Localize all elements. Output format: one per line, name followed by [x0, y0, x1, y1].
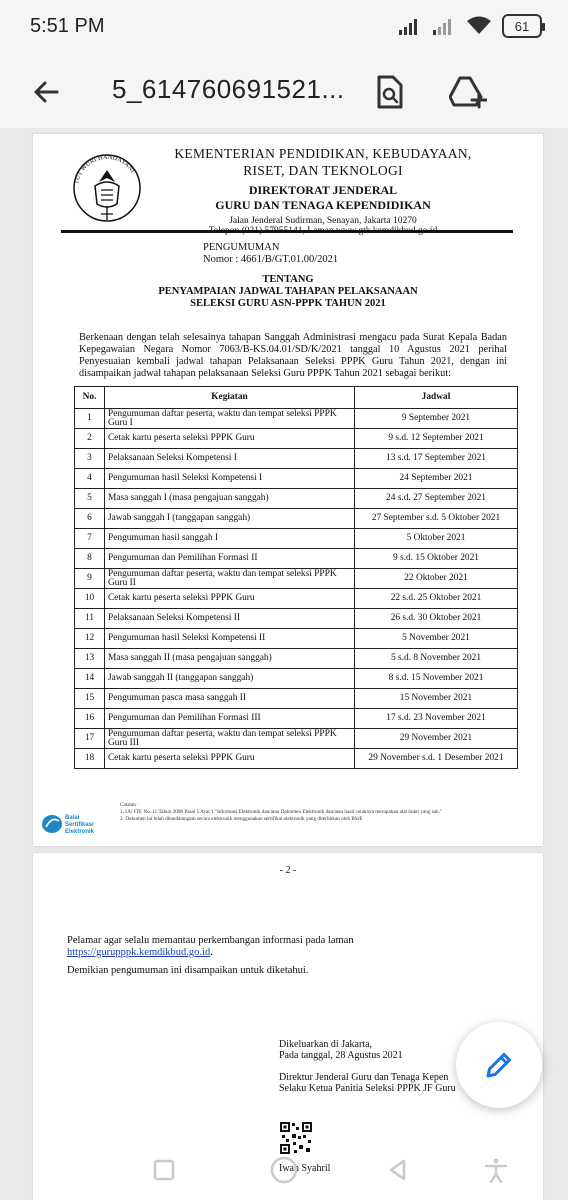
accessibility-icon [483, 1157, 509, 1183]
row-schedule: 9 s.d. 15 Oktober 2021 [355, 549, 518, 569]
table-row [75, 649, 518, 669]
tut-wuri-handayani-logo [61, 148, 153, 240]
header-activity: Kegiatan [105, 387, 355, 409]
directorate-name-cont: GURU DAN TENAGA KEPENDIDIKAN [215, 198, 431, 212]
issued-place: Dikeluarkan di Jakarta, [279, 1039, 373, 1050]
row-activity: Pengumuman daftar peserta, waktu dan tempat seleksi PPPK Guru II [105, 569, 355, 589]
row-number: 5 [75, 489, 105, 509]
row-schedule: 26 s.d. 30 Oktober 2021 [355, 609, 518, 629]
row-schedule: 9 s.d. 12 September 2021 [355, 429, 518, 449]
signal-icon [432, 16, 456, 36]
announcement-heading [203, 242, 338, 266]
add-to-drive-icon [449, 75, 487, 109]
letterhead [153, 146, 493, 236]
row-schedule: 9 September 2021 [355, 409, 518, 429]
topic-line-2: PENYAMPAIAN JADWAL TAHAPAN PELAKSANAAN [158, 286, 418, 297]
edit-fab[interactable] [456, 1022, 542, 1108]
row-number: 1 [75, 409, 105, 429]
row-number: 8 [75, 549, 105, 569]
bsre-line2: Sertifikasi [65, 822, 94, 828]
table-row [75, 429, 518, 449]
table-row [75, 529, 518, 549]
row-activity: Masa sanggah II (masa pengajuan sanggah) [105, 649, 355, 669]
ministry-name: KEMENTERIAN PENDIDIKAN, KEBUDAYAAN, [174, 146, 472, 161]
directorate-name: DIREKTORAT JENDERAL [248, 183, 398, 197]
search-in-document-icon [375, 75, 405, 109]
row-number: 7 [75, 529, 105, 549]
document-viewport[interactable] [0, 128, 568, 1200]
row-number: 11 [75, 609, 105, 629]
row-schedule: 15 November 2021 [355, 689, 518, 709]
row-schedule: 24 s.d. 27 September 2021 [355, 489, 518, 509]
table-row [75, 489, 518, 509]
signal-icon [398, 16, 422, 36]
topic-line-1: TENTANG [262, 274, 314, 285]
ministry-name-cont: RISET, DAN TEKNOLOGI [243, 163, 403, 178]
system-nav-bar [0, 1140, 568, 1200]
bsre-line3: Elektronik [65, 829, 95, 835]
row-activity: Pengumuman dan Pemilihan Formasi III [105, 709, 355, 729]
topic-line-3: SELEKSI GURU ASN-PPPK TAHUN 2021 [190, 298, 386, 309]
row-schedule: 5 Oktober 2021 [355, 529, 518, 549]
back-button[interactable] [24, 70, 68, 114]
row-activity: Pelaksanaan Seleksi Kompetensi II [105, 609, 355, 629]
table-row [75, 689, 518, 709]
row-number: 14 [75, 669, 105, 689]
row-number: 18 [75, 749, 105, 769]
back-icon [386, 1158, 410, 1182]
table-row [75, 409, 518, 429]
find-in-document-button[interactable] [368, 70, 412, 114]
note-title: Catatan : [120, 802, 139, 808]
row-activity: Pengumuman hasil Seleksi Kompetensi II [105, 629, 355, 649]
letterhead-address: Jalan Jenderal Sudirman, Senayan, Jakarta 10270 [229, 216, 417, 226]
row-activity: Pengumuman hasil Seleksi Kompetensi I [105, 469, 355, 489]
row-activity: Pengumuman dan Pemilihan Formasi II [105, 549, 355, 569]
row-activity: Pengumuman hasil sanggah I [105, 529, 355, 549]
announcement-number: Nomor : 4661/B/GT.01.00/2021 [203, 254, 339, 265]
row-schedule: 5 November 2021 [355, 629, 518, 649]
link-suffix: . [210, 947, 213, 958]
row-activity: Pengumuman daftar peserta, waktu dan tempat seleksi PPPK Guru I [105, 409, 355, 429]
row-activity: Pengumuman daftar peserta, waktu dan tempat seleksi PPPK Guru III [105, 729, 355, 749]
gurupppk-link[interactable]: https://gurupppk.kemdikbud.go.id [67, 947, 211, 958]
row-number: 15 [75, 689, 105, 709]
row-number: 17 [75, 729, 105, 749]
edit-pencil-icon [484, 1050, 514, 1080]
row-schedule: 13 s.d. 17 September 2021 [355, 449, 518, 469]
bsre-line1: Balai [65, 815, 80, 821]
row-number: 3 [75, 449, 105, 469]
row-activity: Pelaksanaan Seleksi Kompetensi I [105, 449, 355, 469]
row-schedule: 29 November 2021 [355, 729, 518, 749]
monitoring-paragraph [67, 935, 507, 959]
row-schedule: 17 s.d. 23 November 2021 [355, 709, 518, 729]
schedule-table-body [75, 409, 518, 769]
logo-lettering: TUT WURI HANDAYANI [73, 153, 136, 185]
row-number: 13 [75, 649, 105, 669]
intro-paragraph: Berkenaan dengan telah selesainya tahapan Sanggah Administrasi mengacu pada Surat Kepala Badan Kepegawaian Negara Nomor 7063/B-KS.04.01/SD/K/2021 tanggal 10 Agustus 2021 perihal Penyesuaian kembali jadwal tahapan Pelaksanaan Seleksi PPPK Guru Tahun 2021, dengan ini disampaikan jadwal tahapan pelaksanaan Seleksi Guru PPPK Tahun 2021 sebagai berikut: [79, 332, 507, 379]
letterhead-divider [61, 230, 513, 233]
recent-apps-button[interactable] [144, 1152, 184, 1188]
row-number: 4 [75, 469, 105, 489]
row-schedule: 24 September 2021 [355, 469, 518, 489]
row-activity: Masa sanggah I (masa pengajuan sanggah) [105, 489, 355, 509]
accessibility-button[interactable] [476, 1152, 516, 1188]
row-activity: Cetak kartu peserta seleksi PPPK Guru [105, 749, 355, 769]
svg-text:TUT WURI HANDAYANI [73, 154, 136, 185]
bsre-logo [41, 810, 111, 836]
schedule-table [74, 386, 518, 769]
row-activity: Pengumuman pasca masa sanggah II [105, 689, 355, 709]
status-bar [0, 0, 568, 56]
table-row [75, 729, 518, 749]
table-row [75, 749, 518, 769]
row-activity: Jawab sanggah II (tanggapan sanggah) [105, 669, 355, 689]
row-schedule: 29 November s.d. 1 Desember 2021 [355, 749, 518, 769]
table-row [75, 629, 518, 649]
table-row [75, 549, 518, 569]
row-schedule: 22 s.d. 25 Oktober 2021 [355, 589, 518, 609]
app-toolbar [0, 56, 568, 128]
row-number: 12 [75, 629, 105, 649]
announcement-topic [33, 274, 543, 310]
row-schedule: 27 September s.d. 5 Oktober 2021 [355, 509, 518, 529]
back-arrow-icon [31, 77, 61, 107]
status-time: 5:51 PM [30, 15, 105, 37]
document-title: 5_614760691521... [112, 74, 345, 104]
table-row [75, 449, 518, 469]
note-2: 2. Dokumen ini telah ditandatangani secara elektronik menggunakan sertifikat elektronik yang diterbitkan oleh BSrE [120, 816, 363, 822]
note-1: 1. UU ITE No. 11 Tahun 2008 Pasal 5 Ayat 1 "Informasi Elektronik dan/atau Dokumen Elektronik dan/atau hasil cetaknya merupakan alat bukti yang sah." [120, 809, 443, 815]
closing-sentence: Demikian pengumuman ini disampaikan untuk diketahui. [67, 965, 309, 976]
row-activity: Jawab sanggah I (tanggapan sanggah) [105, 509, 355, 529]
monitoring-text: Pelamar agar selalu memantau perkembangan informasi pada laman [67, 935, 354, 946]
table-row [75, 709, 518, 729]
table-row [75, 609, 518, 629]
row-number: 6 [75, 509, 105, 529]
row-activity: Cetak kartu peserta seleksi PPPK Guru [105, 429, 355, 449]
table-row [75, 669, 518, 689]
table-row [75, 569, 518, 589]
recent-apps-icon [152, 1158, 176, 1182]
header-no: No. [75, 387, 105, 409]
row-number: 10 [75, 589, 105, 609]
pdf-page-1 [33, 134, 543, 846]
row-schedule: 22 Oktober 2021 [355, 569, 518, 589]
nav-back-button[interactable] [378, 1152, 418, 1188]
header-schedule: Jadwal [355, 387, 518, 409]
table-row [75, 589, 518, 609]
add-to-drive-button[interactable] [446, 70, 490, 114]
row-schedule: 5 s.d. 8 November 2021 [355, 649, 518, 669]
footer-notes [120, 802, 532, 823]
signer-name: Iwan Syahril [279, 1163, 331, 1174]
letterhead-contact: Telepon (021) 57955141, Laman www.gtk.kemdikbud.go.id [208, 226, 438, 236]
table-row [75, 509, 518, 529]
signer-title-2: Selaku Ketua Panitia Seleksi PPPK JF Guru [279, 1083, 456, 1094]
row-number: 9 [75, 569, 105, 589]
table-row [75, 469, 518, 489]
announcement-label: PENGUMUMAN [203, 242, 280, 253]
table-header-row [75, 387, 518, 409]
status-icons [398, 14, 542, 38]
home-icon [269, 1155, 299, 1185]
home-button[interactable] [264, 1152, 304, 1188]
row-number: 16 [75, 709, 105, 729]
battery-level: 61 [514, 18, 530, 34]
signer-title-1: Direktur Jenderal Guru dan Tenaga Kepen [279, 1072, 449, 1083]
issued-date: Pada tanggal, 28 Agustus 2021 [279, 1050, 403, 1061]
page-number: - 2 - [279, 865, 297, 876]
battery-icon [502, 14, 542, 38]
row-schedule: 8 s.d. 15 November 2021 [355, 669, 518, 689]
row-activity: Cetak kartu peserta seleksi PPPK Guru [105, 589, 355, 609]
wifi-icon [466, 16, 492, 36]
signature-block [279, 1039, 479, 1094]
row-number: 2 [75, 429, 105, 449]
